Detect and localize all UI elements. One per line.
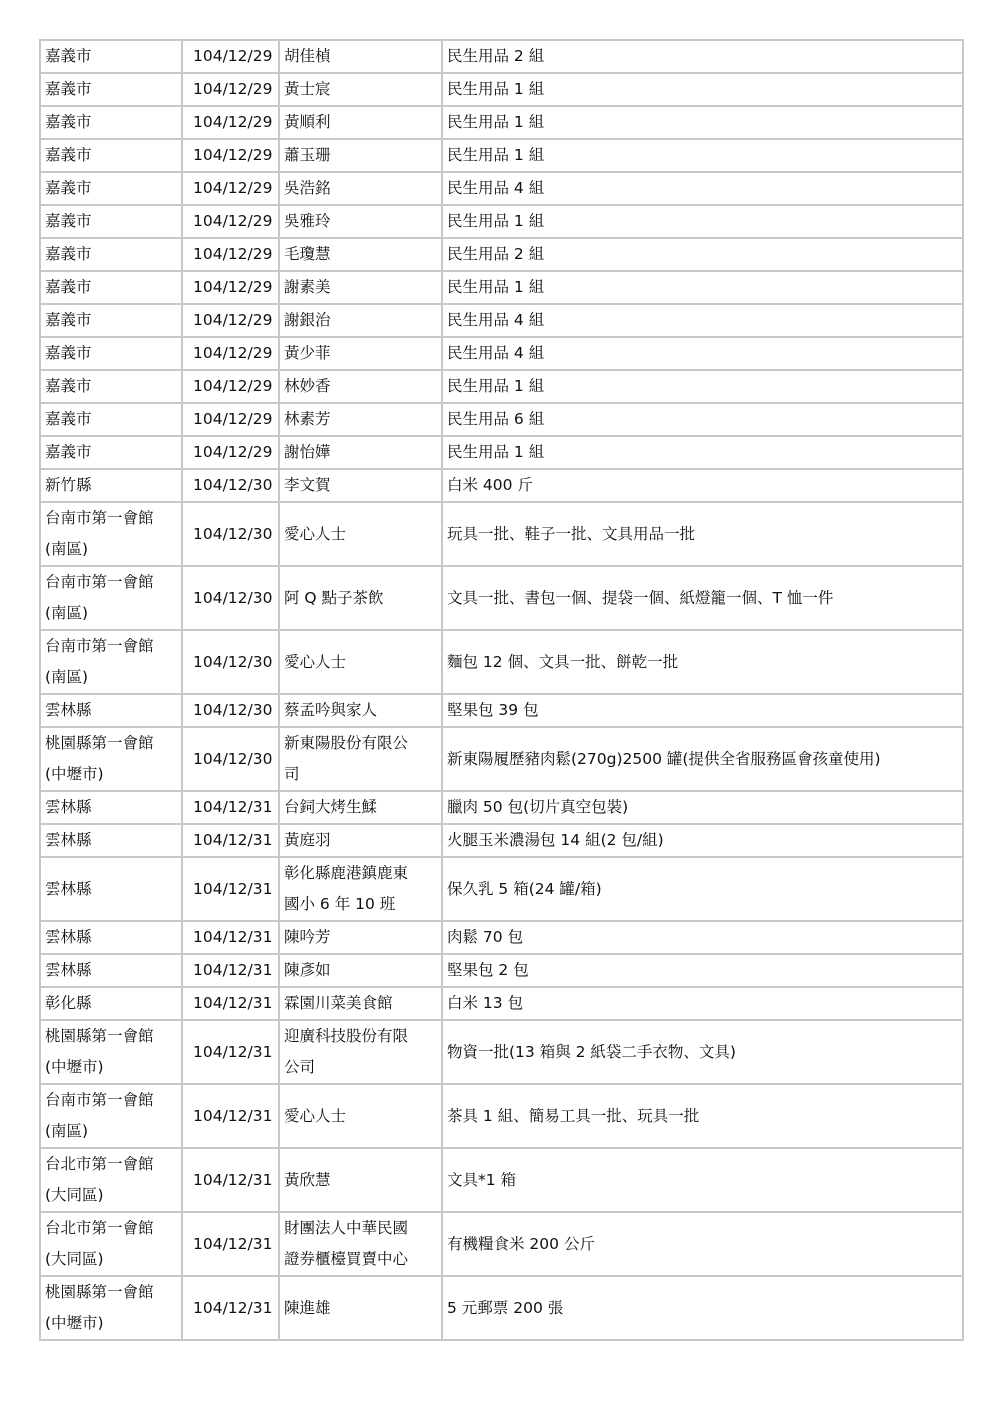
table-row — [40, 304, 963, 337]
donation-table-body — [40, 40, 963, 1340]
donor-cell: 愛心人士 — [279, 630, 442, 694]
date-cell: 104/12/29 — [182, 337, 279, 370]
donor-cell: 林素芳 — [279, 403, 442, 436]
table-row — [40, 566, 963, 630]
donated-item-cell: 民生用品 2 組 — [442, 238, 963, 271]
region-cell: 嘉義市 — [40, 73, 182, 106]
date-cell: 104/12/31 — [182, 1276, 279, 1340]
table-row — [40, 921, 963, 954]
date-cell: 104/12/29 — [182, 139, 279, 172]
region-cell: 彰化縣 — [40, 987, 182, 1020]
donated-item-cell: 民生用品 4 組 — [442, 172, 963, 205]
region-cell: 台南市第一會館 (南區) — [40, 502, 182, 566]
date-cell: 104/12/29 — [182, 205, 279, 238]
donated-item-cell: 文具*1 箱 — [442, 1148, 963, 1212]
region-cell: 雲林縣 — [40, 857, 182, 921]
table-row — [40, 502, 963, 566]
donated-item-cell: 有機糧食米 200 公斤 — [442, 1212, 963, 1276]
date-cell: 104/12/29 — [182, 73, 279, 106]
region-cell: 桃園縣第一會館 (中壢市) — [40, 1020, 182, 1084]
donor-cell: 蔡孟吟與家人 — [279, 694, 442, 727]
region-cell: 嘉義市 — [40, 172, 182, 205]
donor-cell: 霖園川菜美食館 — [279, 987, 442, 1020]
donor-cell: 黃士宸 — [279, 73, 442, 106]
date-cell: 104/12/29 — [182, 304, 279, 337]
date-cell: 104/12/30 — [182, 727, 279, 791]
date-cell: 104/12/31 — [182, 1084, 279, 1148]
region-cell: 嘉義市 — [40, 403, 182, 436]
table-row — [40, 271, 963, 304]
region-cell: 嘉義市 — [40, 139, 182, 172]
table-row — [40, 824, 963, 857]
region-cell: 台北市第一會館 (大同區) — [40, 1148, 182, 1212]
donor-cell: 林妙香 — [279, 370, 442, 403]
region-cell: 嘉義市 — [40, 337, 182, 370]
table-row — [40, 73, 963, 106]
table-row — [40, 469, 963, 502]
date-cell: 104/12/30 — [182, 694, 279, 727]
donor-cell: 愛心人士 — [279, 1084, 442, 1148]
region-cell: 嘉義市 — [40, 40, 182, 73]
region-cell: 嘉義市 — [40, 304, 182, 337]
table-row — [40, 436, 963, 469]
donated-item-cell: 民生用品 4 組 — [442, 337, 963, 370]
donated-item-cell: 民生用品 2 組 — [442, 40, 963, 73]
table-row — [40, 630, 963, 694]
date-cell: 104/12/29 — [182, 40, 279, 73]
donation-record-page — [39, 39, 962, 1341]
date-cell: 104/12/31 — [182, 1020, 279, 1084]
table-row — [40, 205, 963, 238]
donor-cell: 陳吟芳 — [279, 921, 442, 954]
date-cell: 104/12/29 — [182, 271, 279, 304]
region-cell: 嘉義市 — [40, 370, 182, 403]
table-row — [40, 1276, 963, 1340]
date-cell: 104/12/31 — [182, 987, 279, 1020]
table-row — [40, 337, 963, 370]
region-cell: 嘉義市 — [40, 106, 182, 139]
donated-item-cell: 民生用品 1 組 — [442, 436, 963, 469]
date-cell: 104/12/31 — [182, 921, 279, 954]
region-cell: 雲林縣 — [40, 791, 182, 824]
date-cell: 104/12/31 — [182, 791, 279, 824]
donor-cell: 謝怡嬅 — [279, 436, 442, 469]
table-row — [40, 1084, 963, 1148]
donor-cell: 黃欣慧 — [279, 1148, 442, 1212]
table-row — [40, 857, 963, 921]
donor-cell: 謝素美 — [279, 271, 442, 304]
donor-cell: 陳彥如 — [279, 954, 442, 987]
donated-item-cell: 新東陽履歷豬肉鬆(270g)2500 罐(提供全省服務區會孩童使用) — [442, 727, 963, 791]
region-cell: 台北市第一會館 (大同區) — [40, 1212, 182, 1276]
date-cell: 104/12/29 — [182, 106, 279, 139]
date-cell: 104/12/31 — [182, 824, 279, 857]
donated-item-cell: 民生用品 6 組 — [442, 403, 963, 436]
region-cell: 雲林縣 — [40, 954, 182, 987]
region-cell: 嘉義市 — [40, 238, 182, 271]
donated-item-cell: 民生用品 1 組 — [442, 205, 963, 238]
date-cell: 104/12/31 — [182, 1212, 279, 1276]
donor-cell: 阿 Q 點子茶飲 — [279, 566, 442, 630]
donated-item-cell: 堅果包 39 包 — [442, 694, 963, 727]
date-cell: 104/12/29 — [182, 370, 279, 403]
donor-cell: 迎廣科技股份有限 公司 — [279, 1020, 442, 1084]
donated-item-cell: 堅果包 2 包 — [442, 954, 963, 987]
date-cell: 104/12/31 — [182, 954, 279, 987]
table-row — [40, 1020, 963, 1084]
table-row — [40, 106, 963, 139]
donated-item-cell: 民生用品 1 組 — [442, 73, 963, 106]
donor-cell: 李文賀 — [279, 469, 442, 502]
table-row — [40, 727, 963, 791]
region-cell: 嘉義市 — [40, 436, 182, 469]
donated-item-cell: 民生用品 1 組 — [442, 139, 963, 172]
date-cell: 104/12/31 — [182, 1148, 279, 1212]
date-cell: 104/12/30 — [182, 502, 279, 566]
date-cell: 104/12/30 — [182, 566, 279, 630]
donated-item-cell: 臘肉 50 包(切片真空包裝) — [442, 791, 963, 824]
table-row — [40, 172, 963, 205]
table-row — [40, 694, 963, 727]
donated-item-cell: 火腿玉米濃湯包 14 組(2 包/組) — [442, 824, 963, 857]
date-cell: 104/12/31 — [182, 857, 279, 921]
donated-item-cell: 肉鬆 70 包 — [442, 921, 963, 954]
donated-item-cell: 保久乳 5 箱(24 罐/箱) — [442, 857, 963, 921]
donated-item-cell: 民生用品 1 組 — [442, 370, 963, 403]
donor-cell: 財團法人中華民國 證券櫃檯買賣中心 — [279, 1212, 442, 1276]
donation-table — [39, 39, 964, 1341]
donated-item-cell: 民生用品 1 組 — [442, 106, 963, 139]
donated-item-cell: 民生用品 1 組 — [442, 271, 963, 304]
date-cell: 104/12/30 — [182, 469, 279, 502]
donor-cell: 胡佳楨 — [279, 40, 442, 73]
donor-cell: 彰化縣鹿港鎮鹿東 國小 6 年 10 班 — [279, 857, 442, 921]
donor-cell: 新東陽股份有限公 司 — [279, 727, 442, 791]
region-cell: 雲林縣 — [40, 921, 182, 954]
table-row — [40, 238, 963, 271]
donor-cell: 愛心人士 — [279, 502, 442, 566]
region-cell: 嘉義市 — [40, 271, 182, 304]
donated-item-cell: 物資一批(13 箱與 2 紙袋二手衣物、文具) — [442, 1020, 963, 1084]
table-row — [40, 987, 963, 1020]
table-row — [40, 1148, 963, 1212]
donated-item-cell: 麵包 12 個、文具一批、餅乾一批 — [442, 630, 963, 694]
donated-item-cell: 白米 13 包 — [442, 987, 963, 1020]
table-row — [40, 403, 963, 436]
donated-item-cell: 文具一批、書包一個、提袋一個、紙燈籠一個、T 恤一件 — [442, 566, 963, 630]
donor-cell: 蕭玉珊 — [279, 139, 442, 172]
table-row — [40, 40, 963, 73]
donor-cell: 吳浩銘 — [279, 172, 442, 205]
donor-cell: 毛瓊慧 — [279, 238, 442, 271]
region-cell: 雲林縣 — [40, 694, 182, 727]
region-cell: 嘉義市 — [40, 205, 182, 238]
region-cell: 台南市第一會館 (南區) — [40, 1084, 182, 1148]
table-row — [40, 139, 963, 172]
date-cell: 104/12/29 — [182, 436, 279, 469]
date-cell: 104/12/29 — [182, 172, 279, 205]
region-cell: 桃園縣第一會館 (中壢市) — [40, 727, 182, 791]
donated-item-cell: 玩具一批、鞋子一批、文具用品一批 — [442, 502, 963, 566]
donated-item-cell: 民生用品 4 組 — [442, 304, 963, 337]
date-cell: 104/12/30 — [182, 630, 279, 694]
donor-cell: 黃少菲 — [279, 337, 442, 370]
donor-cell: 謝銀治 — [279, 304, 442, 337]
table-row — [40, 1212, 963, 1276]
donated-item-cell: 茶具 1 組、簡易工具一批、玩具一批 — [442, 1084, 963, 1148]
region-cell: 桃園縣第一會館 (中壢市) — [40, 1276, 182, 1340]
region-cell: 雲林縣 — [40, 824, 182, 857]
donor-cell: 陳進雄 — [279, 1276, 442, 1340]
region-cell: 台南市第一會館 (南區) — [40, 566, 182, 630]
donor-cell: 吳雅玲 — [279, 205, 442, 238]
donor-cell: 黃順利 — [279, 106, 442, 139]
table-row — [40, 954, 963, 987]
donated-item-cell: 白米 400 斤 — [442, 469, 963, 502]
region-cell: 新竹縣 — [40, 469, 182, 502]
date-cell: 104/12/29 — [182, 403, 279, 436]
date-cell: 104/12/29 — [182, 238, 279, 271]
table-row — [40, 370, 963, 403]
table-row — [40, 791, 963, 824]
donated-item-cell: 5 元郵票 200 張 — [442, 1276, 963, 1340]
donor-cell: 台鉰大烤生鰇 — [279, 791, 442, 824]
region-cell: 台南市第一會館 (南區) — [40, 630, 182, 694]
donor-cell: 黃庭羽 — [279, 824, 442, 857]
